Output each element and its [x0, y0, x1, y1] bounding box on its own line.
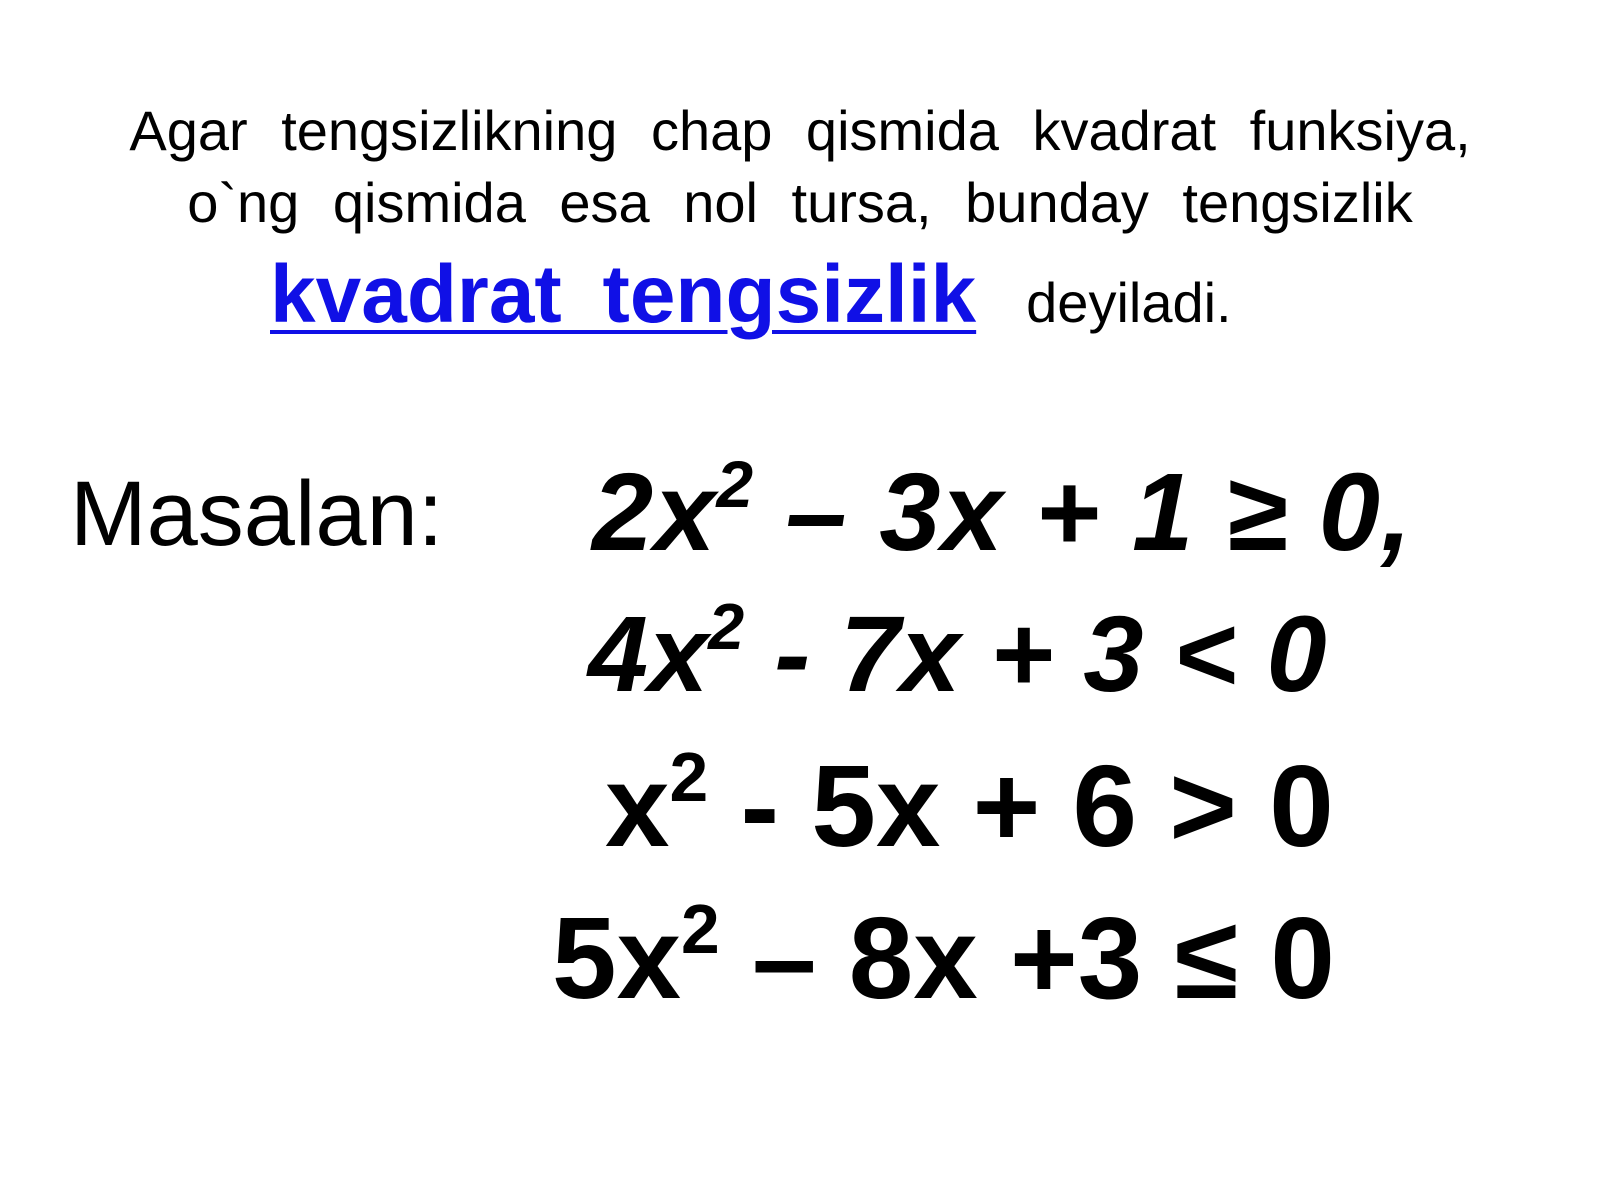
formula-1-exponent: 2 [716, 447, 755, 522]
examples-label: Masalan: [70, 463, 444, 565]
definition-line-1: Agar tengsizlikning chap qismida kvadrat funksiya, [129, 99, 1471, 162]
definition-text [60, 95, 1540, 239]
formula-4-rest: – 8x +3 ≤ 0 [719, 893, 1335, 1023]
definition-line-3 [270, 248, 1232, 342]
formula-3-rest: - 5x + 6 > 0 [708, 741, 1334, 871]
formula-3 [605, 737, 1334, 871]
definition-line-2: o`ng qismida esa nol tursa, bunday tengsizlik [187, 171, 1413, 234]
quadratic-inequality-link[interactable]: kvadrat tengsizlik [270, 249, 977, 340]
formula-4-exponent: 2 [681, 889, 720, 968]
formula-4-coef: 5x [552, 893, 682, 1023]
formula-4 [552, 889, 1335, 1023]
formula-1-rest: – 3x + 1 ≥ 0, [754, 451, 1413, 574]
formula-3-exponent: 2 [669, 737, 709, 816]
definition-tail: deyiladi. [1026, 271, 1232, 334]
formula-2-coef: 4x [588, 593, 709, 714]
formula-2-exponent: 2 [708, 589, 745, 663]
formula-1-coef: 2x [592, 451, 717, 574]
formula-2 [588, 589, 1327, 714]
formula-1 [592, 447, 1413, 574]
formula-2-rest: - 7x + 3 < 0 [744, 593, 1327, 714]
formula-3-coef: x [605, 741, 670, 871]
